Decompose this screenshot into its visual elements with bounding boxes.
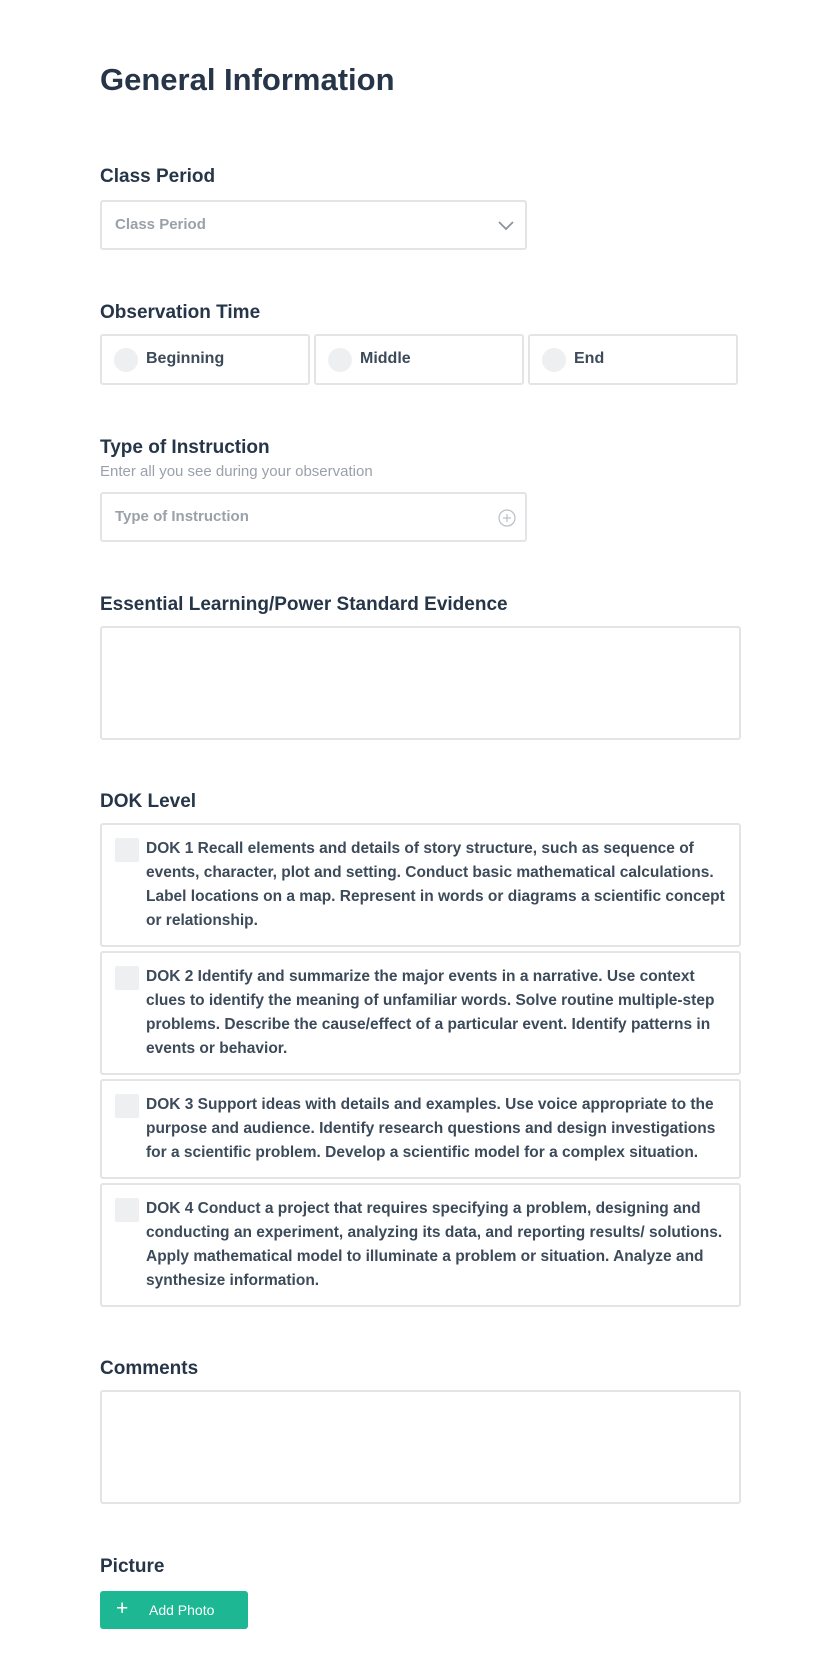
checkbox[interactable] bbox=[115, 838, 139, 862]
radio-circle bbox=[328, 348, 352, 372]
plus-icon: + bbox=[116, 1597, 129, 1620]
observation-time-label: Observation Time bbox=[100, 302, 261, 323]
add-photo-button[interactable] bbox=[100, 1591, 248, 1629]
dok-option-text: DOK 1 Recall elements and details of story structure, such as sequence of events, character, plot and setting. Conduct basic mathematical calculations. Label locations on a map. Represent in words or diagrams a scientific concept or relationship. bbox=[146, 840, 725, 929]
radio-label: End bbox=[574, 350, 605, 367]
picture-label: Picture bbox=[100, 1556, 165, 1577]
radio-circle bbox=[542, 348, 566, 372]
type-of-instruction-hint: Enter all you see during your observation bbox=[100, 463, 373, 480]
observation-time-beginning[interactable] bbox=[100, 334, 310, 385]
type-of-instruction-input[interactable] bbox=[100, 492, 527, 542]
dok-option-1[interactable] bbox=[100, 823, 741, 947]
chevron-down-icon bbox=[497, 217, 515, 235]
dok-level-label: DOK Level bbox=[100, 791, 197, 812]
class-period-select[interactable] bbox=[100, 200, 527, 250]
type-of-instruction-label: Type of Instruction bbox=[100, 437, 270, 458]
dok-option-text: DOK 3 Support ideas with details and examples. Use voice appropriate to the purpose and audience. Identify research questions and design investigations for a scientific problem. Develop a scientific model for a complex situation. bbox=[146, 1096, 716, 1161]
essential-learning-textarea[interactable] bbox=[100, 626, 741, 740]
observation-time-end[interactable] bbox=[528, 334, 738, 385]
type-of-instruction-placeholder: Type of Instruction bbox=[115, 508, 249, 525]
plus-circle-icon[interactable] bbox=[498, 509, 516, 527]
dok-option-3[interactable] bbox=[100, 1079, 741, 1179]
observation-time-middle[interactable] bbox=[314, 334, 524, 385]
radio-label: Beginning bbox=[146, 350, 225, 367]
essential-learning-label: Essential Learning/Power Standard Evidence bbox=[100, 594, 508, 615]
dok-option-2[interactable] bbox=[100, 951, 741, 1075]
checkbox[interactable] bbox=[115, 966, 139, 990]
radio-circle bbox=[114, 348, 138, 372]
page-title: General Information bbox=[100, 62, 395, 97]
comments-label: Comments bbox=[100, 1358, 199, 1379]
checkbox[interactable] bbox=[115, 1094, 139, 1118]
class-period-placeholder: Class Period bbox=[115, 216, 206, 233]
radio-label: Middle bbox=[360, 350, 411, 367]
dok-option-text: DOK 2 Identify and summarize the major events in a narrative. Use context clues to identify the meaning of unfamiliar words. Solve routine multiple-step problems. Describe the cause/effect of a particular event. Identify patterns in events or behavior. bbox=[146, 968, 715, 1057]
add-photo-label: Add Photo bbox=[149, 1602, 215, 1618]
class-period-label: Class Period bbox=[100, 166, 216, 187]
checkbox[interactable] bbox=[115, 1198, 139, 1222]
dok-option-4[interactable] bbox=[100, 1183, 741, 1307]
dok-option-text: DOK 4 Conduct a project that requires specifying a problem, designing and conducting an experiment, analyzing its data, and reporting results/ solutions. Apply mathematical model to illuminate a problem or situation. Analyze and synthesize information. bbox=[146, 1200, 723, 1289]
comments-textarea[interactable] bbox=[100, 1390, 741, 1504]
